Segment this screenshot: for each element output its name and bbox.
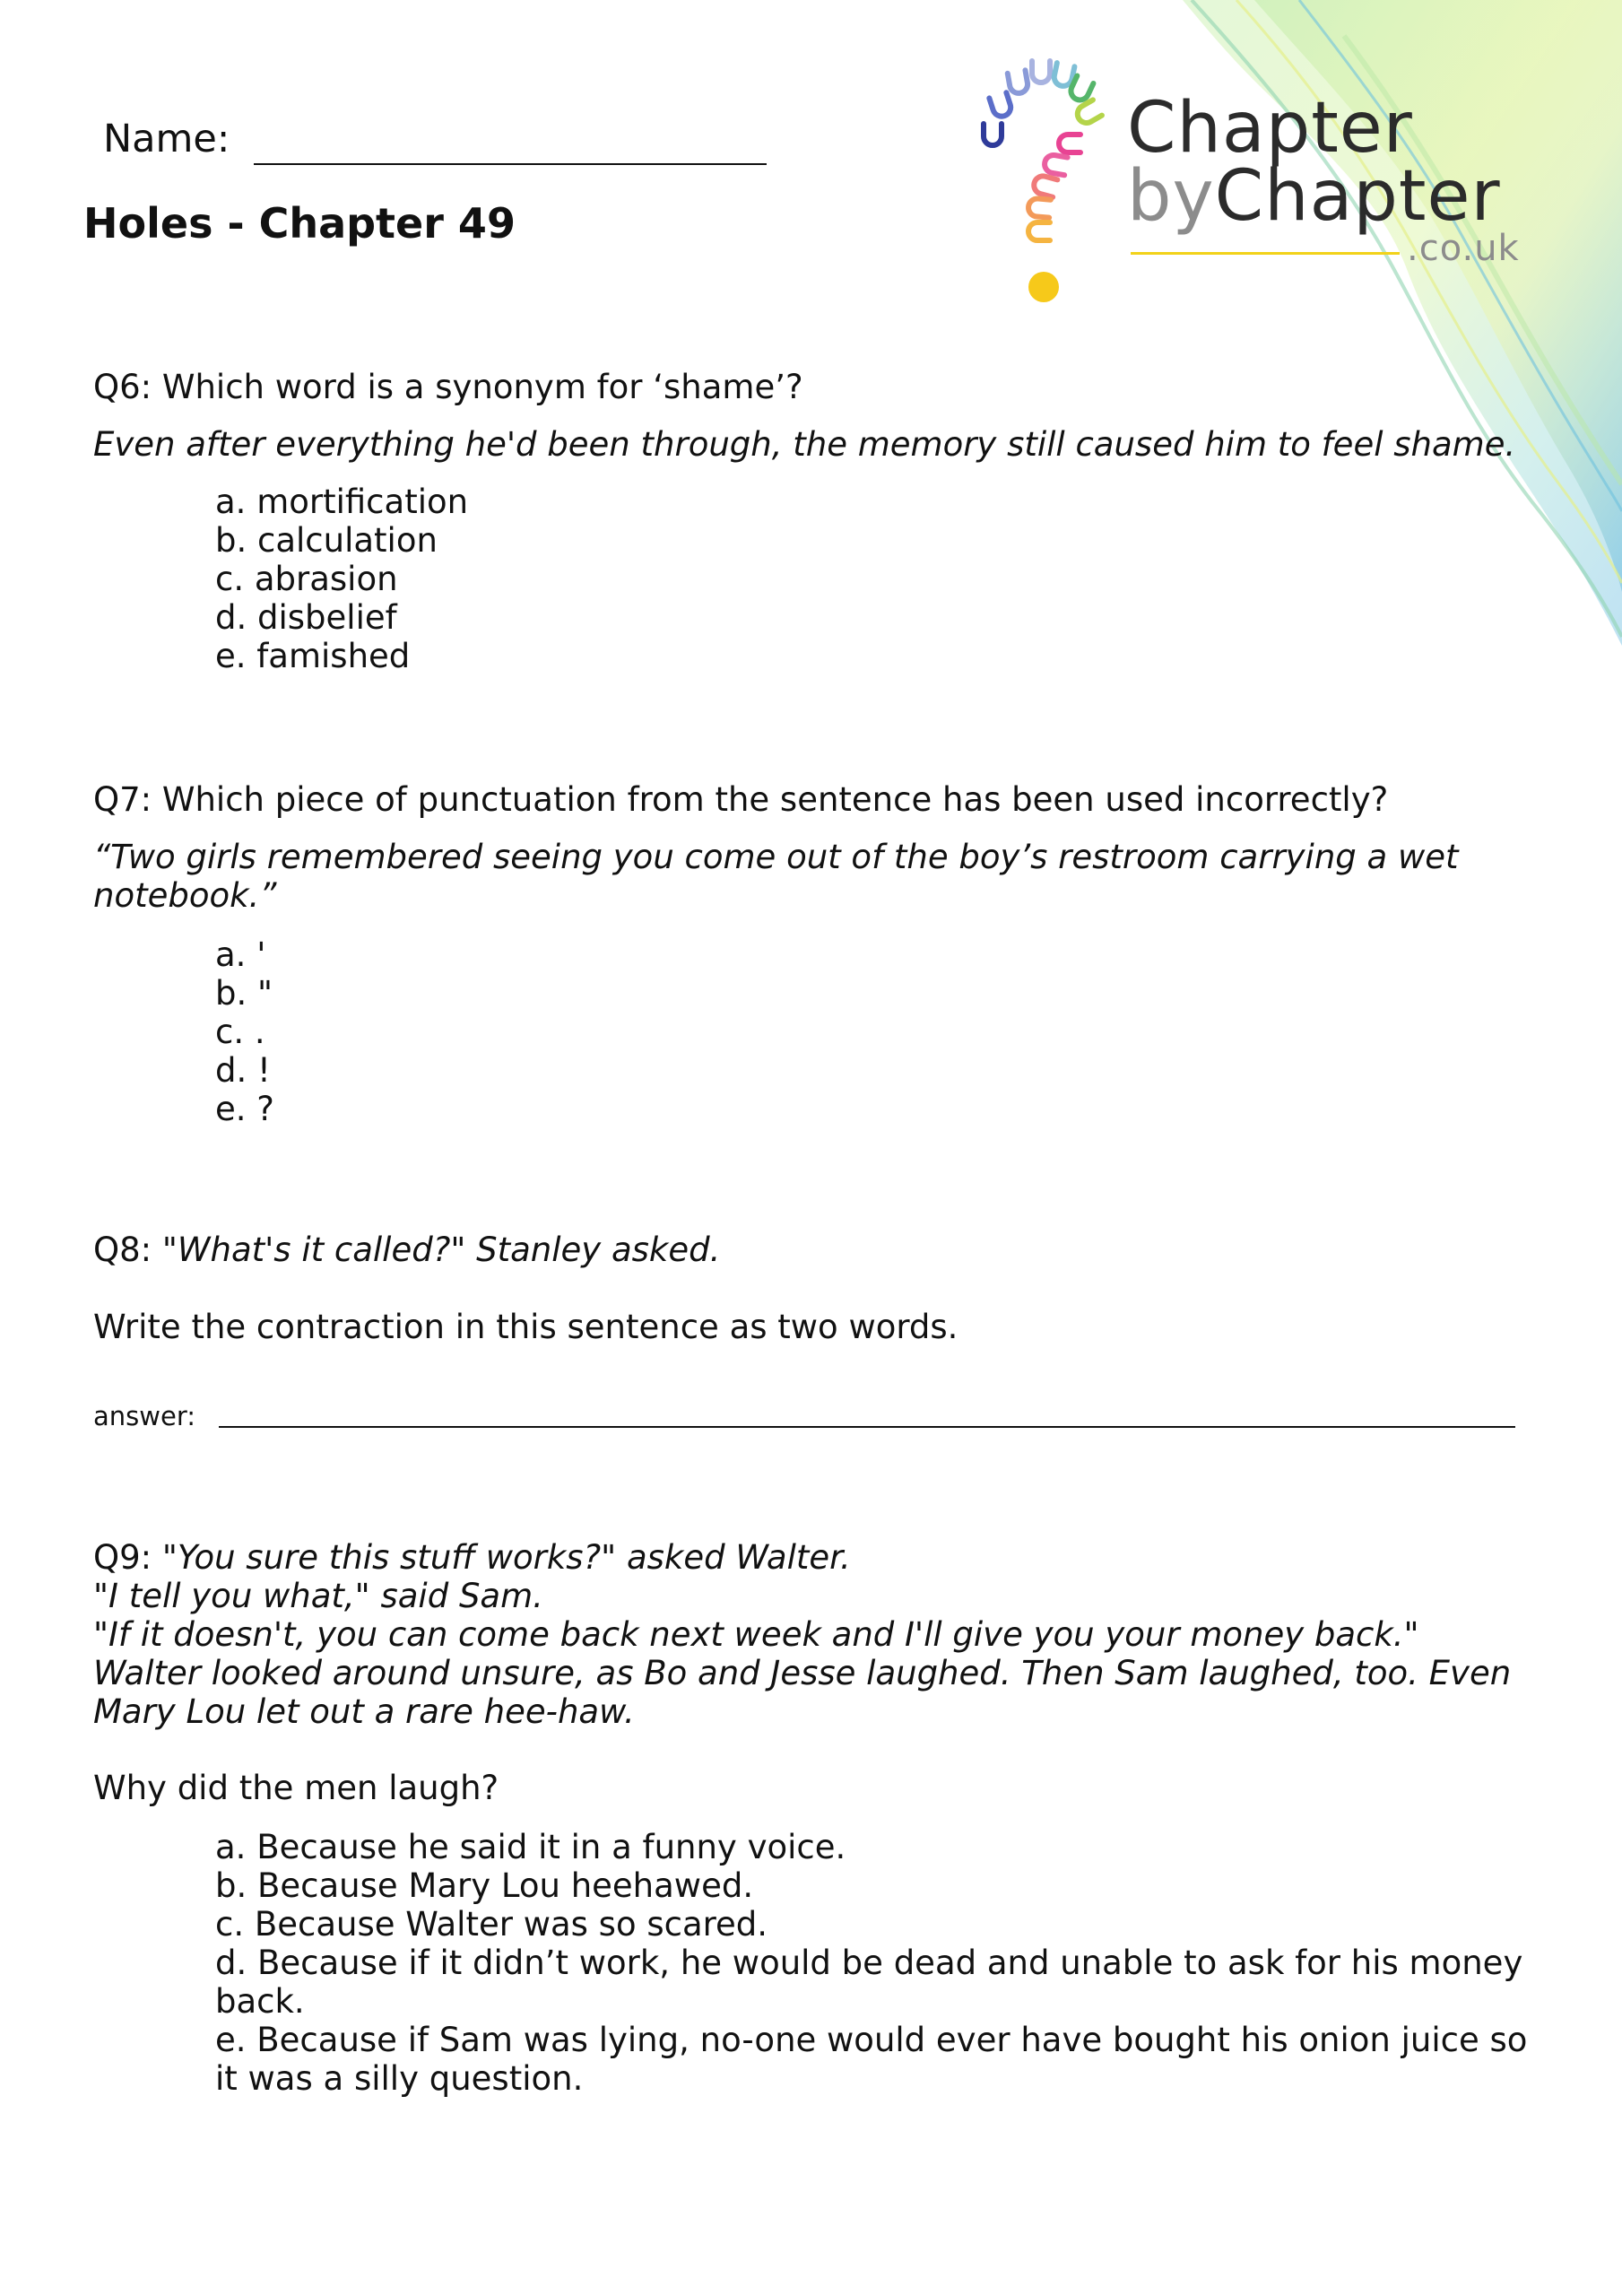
q8-instruction: Write the contraction in this sentence as two words.	[93, 1308, 958, 1346]
name-input-line[interactable]	[254, 163, 767, 165]
q9-quote-line-4: Walter looked around unsure, as Bo and Jesse laughed. Then Sam laughed, too. Even	[93, 1654, 1512, 1692]
q8-answer-label: answer:	[93, 1401, 196, 1431]
q6-option-a[interactable]: a. mortification	[215, 483, 469, 521]
q9-option-d-cont: back.	[215, 1982, 305, 2021]
chapter-by-chapter-logo	[964, 52, 1538, 312]
q9-option-c[interactable]: c. Because Walter was so scared.	[215, 1905, 768, 1944]
q9-option-e[interactable]: e. Because if Sam was lying, no-one would ever have bought his onion juice so	[215, 2021, 1528, 2059]
question-mark-books-icon	[964, 52, 1116, 312]
logo-word-by: by	[1127, 156, 1215, 237]
worksheet-title: Holes - Chapter 49	[83, 199, 516, 248]
q8-prompt	[93, 1231, 720, 1269]
q6-options	[215, 483, 468, 675]
logo-underline	[1131, 252, 1400, 255]
q8-quote: "What's it called?" Stanley asked.	[161, 1231, 721, 1269]
q7-options	[215, 935, 274, 1128]
q7-option-b[interactable]: b. "	[215, 974, 273, 1013]
q7-quote-line-2: notebook.”	[93, 876, 277, 915]
q7-prompt: Q7: Which piece of punctuation from the sentence has been used incorrectly?	[93, 780, 1389, 819]
q6-option-d[interactable]: d. disbelief	[215, 598, 397, 637]
q9-quote-line-1	[93, 1538, 851, 1577]
q8-answer-line[interactable]	[219, 1426, 1515, 1428]
q9-option-e-cont: it was a silly question.	[215, 2059, 584, 2098]
logo-word-chapter: Chapter	[1127, 88, 1413, 169]
q7-quote-line-1: “Two girls remembered seeing you come out of the boy’s restroom carrying a wet	[93, 838, 1459, 876]
q9-quote-1: "You sure this stuff works?" asked Walter.	[161, 1538, 851, 1577]
q6-prompt: Q6: Which word is a synonym for ‘shame’?	[93, 368, 803, 406]
q9-prefix: Q9:	[93, 1538, 162, 1577]
q7-option-e[interactable]: e. ?	[215, 1090, 274, 1128]
q7-option-a[interactable]: a. '	[215, 935, 266, 974]
q9-option-d[interactable]: d. Because if it didn’t work, he would be dead and unable to ask for his money	[215, 1944, 1523, 1982]
q9-option-a[interactable]: a. Because he said it in a funny voice.	[215, 1828, 846, 1866]
q8-prefix: Q8:	[93, 1231, 162, 1269]
q6-quote: Even after everything he'd been through, the memory still caused him to feel shame.	[93, 425, 1516, 464]
q7-option-c[interactable]: c. .	[215, 1013, 265, 1051]
logo-word-chapter-2: Chapter	[1214, 156, 1501, 237]
q9-options	[215, 1828, 1527, 2098]
q9-quote-line-5: Mary Lou let out a rare hee-haw.	[93, 1692, 635, 1731]
q6-option-b[interactable]: b. calculation	[215, 521, 438, 560]
logo-domain: .co.uk	[1407, 228, 1520, 269]
q6-option-e[interactable]: e. famished	[215, 637, 411, 675]
logo-word-bychapter	[1127, 156, 1501, 237]
q9-quote-line-2: "I tell you what," said Sam.	[93, 1577, 543, 1615]
q7-option-d[interactable]: d. !	[215, 1051, 271, 1090]
name-label: Name:	[103, 117, 230, 161]
q9-quote-line-3: "If it doesn't, you can come back next week and I'll give you your money back."	[93, 1615, 1419, 1654]
q9-question: Why did the men laugh?	[93, 1769, 499, 1807]
q6-option-c[interactable]: c. abrasion	[215, 560, 398, 598]
q9-option-b[interactable]: b. Because Mary Lou heehawed.	[215, 1866, 754, 1905]
